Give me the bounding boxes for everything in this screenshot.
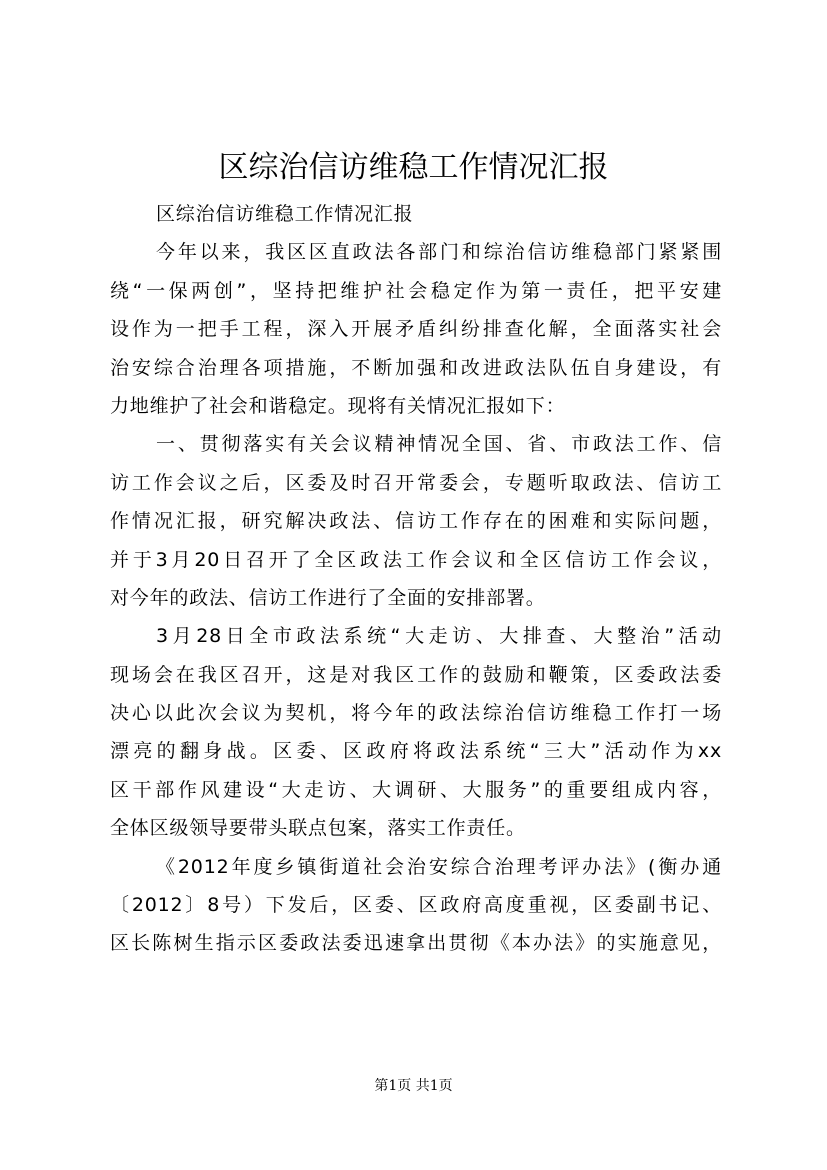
paragraph-1-line-3: 设作为一把手工程，深入开展矛盾纠纷排查化解，全面落实社会 [110,318,722,341]
paragraph-1-line-1: 今年以来，我区区直政法各部门和综治信访维稳部门紧紧围 [156,241,722,264]
paragraph-4-line-3: 区长陈树生指示区委政法委迅速拿出贯彻《本办法》的实施意见， [110,932,722,955]
subtitle-line: 区综治信访维稳工作情况汇报 [156,203,414,225]
page-footer: 第1页 共1页 [374,1078,453,1094]
document-body [110,195,722,963]
paragraph-2-line-5: 对今年的政法、信访工作进行了全面的安排部署。 [110,586,546,609]
paragraph-3-line-1: 3月28日全市政法系统“大走访、大排查、大整治”活动 [156,625,722,648]
paragraph-1-line-2: 绕“一保两创”，坚持把维护社会稳定作为第一责任，把平安建 [110,279,722,302]
paragraph-4-line-2: 〔2012〕8号）下发后，区委、区政府高度重视，区委副书记、 [110,894,722,917]
document-title: 区综治信访维稳工作情况汇报 [218,150,609,185]
paragraph-2-line-2: 访工作会议之后，区委及时召开常委会，专题听取政法、信访工 [110,471,722,494]
paragraph-1-line-4: 治安综合治理各项措施，不断加强和改进政法队伍自身建设，有 [110,356,722,379]
paragraph-3-line-5: 区干部作风建设“大走访、大调研、大服务”的重要组成内容， [110,778,722,801]
paragraph-3-line-4: 漂亮的翻身战。区委、区政府将政法系统“三大”活动作为xx [110,740,722,763]
paragraph-3-line-6: 全体区级领导要带头联点包案，落实工作责任。 [110,817,526,840]
paragraph-4-line-1: 《2012年度乡镇街道社会治安综合治理考评办法》(衡办通 [156,855,722,878]
paragraph-3-line-3: 决心以此次会议为契机，将今年的政法综治信访维稳工作打一场 [110,702,722,725]
paragraph-3-line-2: 现场会在我区召开，这是对我区工作的鼓励和鞭策，区委政法委 [110,663,722,686]
paragraph-1-line-5: 力地维护了社会和谐稳定。现将有关情况汇报如下： [110,394,566,417]
paragraph-2-line-3: 作情况汇报，研究解决政法、信访工作存在的困难和实际问题， [110,510,722,533]
paragraph-2-line-4: 并于3月20日召开了全区政法工作会议和全区信访工作会议， [110,548,722,571]
paragraph-2-line-1: 一、贯彻落实有关会议精神情况全国、省、市政法工作、信 [156,433,722,456]
